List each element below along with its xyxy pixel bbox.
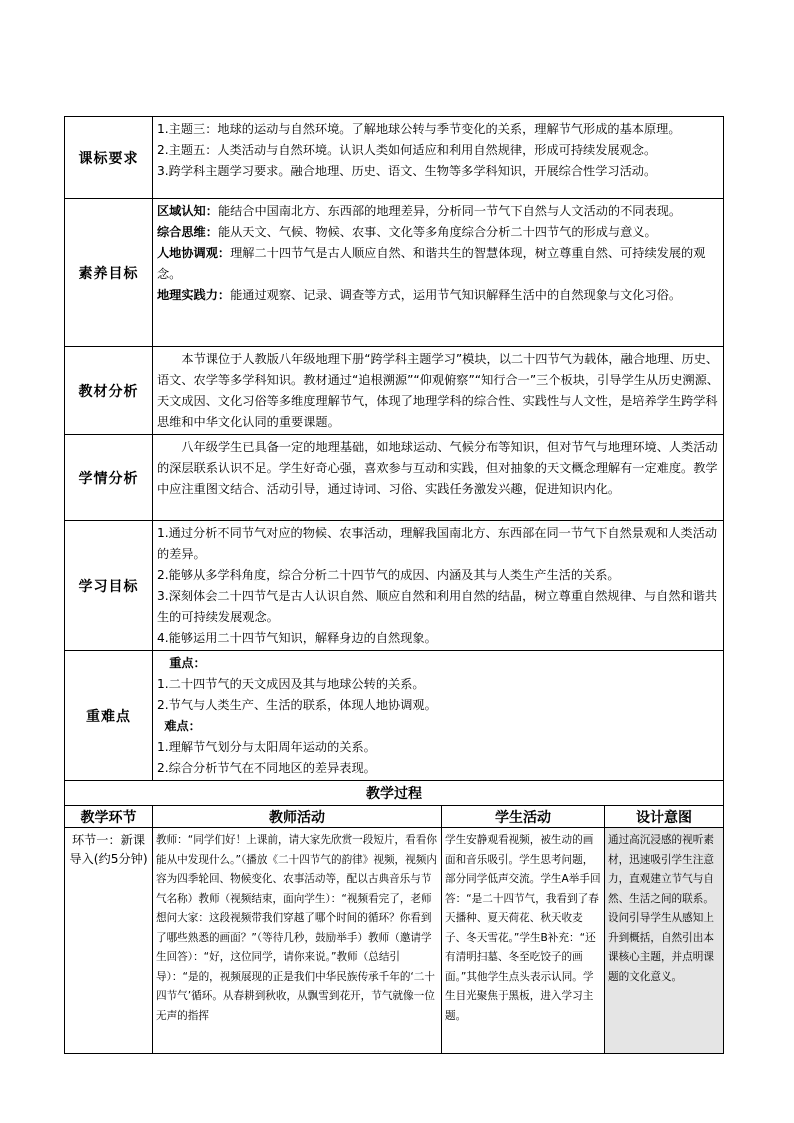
literacy-head: 综合思维： [157,225,218,239]
literacy-head: 地理实践力： [157,288,231,302]
content-literacy [153,199,724,347]
literacy-text: 理解二十四节气是古人顺应自然、和谐共生的智慧体现，树立尊重自然、可持续发展的观念。 [157,246,706,281]
objective-item: 2.能够从多学科角度，综合分析二十四节气的成因、内涵及其与人类生产生活的关系。 [157,568,620,582]
row-process-headers [65,806,724,828]
row-textbook [65,347,724,435]
content-keypoints [153,651,724,781]
row-objectives [65,521,724,651]
difficult-item: 2.综合分析节气在不同地区的差异表现。 [157,761,376,775]
label-keypoints: 重难点 [65,651,153,781]
key-item: 2.节气与人类生产、生活的联系，体现人地协调观。 [157,698,437,712]
content-textbook [153,347,724,435]
process-title: 教学过程 [65,781,724,806]
row-students [65,435,724,521]
row-curriculum [65,117,724,199]
literacy-text: 能从天文、气候、物候、农事、文化等多角度综合分析二十四节气的形成与意义。 [217,225,657,239]
students-text: 八年级学生已具备一定的地理基础，如地球运动、气候分布等知识，但对节气与地理环境、人类活动的深层联系认识不足。学生好奇心强，喜欢参与互动和实践，但对抽象的天文概念理解有一定难度。教学中应注重图文结合、活动引导，通过诗词、习俗、实践任务激发兴趣，促进知识内化。 [157,440,718,496]
label-literacy: 素养目标 [65,199,153,347]
literacy-item [157,222,719,243]
content-objectives [153,521,724,651]
label-textbook: 教材分析 [65,347,153,435]
header-intent: 设计意图 [605,806,724,828]
header-student: 学生活动 [442,806,605,828]
curriculum-item: 2.主题五：人类活动与自然环境。认识人类如何适应和利用自然规律，形成可持续发展观念。 [157,143,657,157]
key-title: 重点： [169,656,206,670]
difficult-item: 1.理解节气划分与太阳周年运动的关系。 [157,740,376,754]
literacy-text: 能通过观察、记录、调查等方式，运用节气知识解释生活中的自然现象与文化习俗。 [230,288,682,302]
header-teacher: 教师活动 [153,806,442,828]
label-students: 学情分析 [65,435,153,521]
literacy-text: 能结合中国南北方、东西部的地理差异，分析同一节气下自然与人文活动的不同表现。 [217,204,682,218]
content-curriculum [153,117,724,199]
literacy-item [157,243,719,285]
label-curriculum: 课标要求 [65,117,153,199]
curriculum-item: 1.主题三：地球的运动与自然环境。了解地球公转与季节变化的关系，理解节气形成的基本原理。 [157,122,681,136]
literacy-item [157,201,719,222]
row-keypoints [65,651,724,781]
stage-cell: 环节一：新课导入(约5分钟) [65,828,153,1054]
header-stage: 教学环节 [65,806,153,828]
textbook-text: 本节课位于人教版八年级地理下册“跨学科主题学习”模块，以二十四节气为载体，融合地理、历史、语文、农学等多学科知识。教材通过“追根溯源”“仰观俯察”“知行合一”三个板块，引导学生从历史溯源、天文成因、文化习俗等多维度理解节气，体现了地理学科的综合性、实践性与人文性，是培养学生跨学科思维和中华文化认同的重要课题。 [157,352,719,429]
lesson-plan-table [64,116,724,1054]
literacy-head: 人地协调观： [157,246,231,260]
row-process-title [65,781,724,806]
design-intent: 通过高沉浸感的视听素材，迅速吸引学生注意力，直观建立节气与自然、生活之间的联系。设问引导学生从感知上升到概括，自然引出本课核心主题，并点明课题的文化意义。 [605,828,724,1054]
objective-item: 4.能够运用二十四节气知识，解释身边的自然现象。 [157,631,437,645]
row-literacy [65,199,724,347]
difficult-title: 难点： [164,719,201,733]
objective-item: 3.深刻体会二十四节气是古人认识自然、顺应自然和利用自然的结晶，树立尊重自然规律、与自然和谐共生的可持续发展观念。 [157,589,718,624]
row-process-stage-1 [65,828,724,1054]
teacher-activity: 教师：“同学们好！上课前，请大家先欣赏一段短片，看看你能从中发现什么。”（播放《二十四节气的韵律》视频，视频内容为四季轮回、物候变化、农事活动等，配以古典音乐与节气名称）教师（视频结束，面向学生）：“视频看完了，老师想问大家：这段视频带我们穿越了哪个时间的循环？你看到了哪些熟悉的画面？”（等待几秒，鼓励举手）教师（邀请学生回答）：“好，这位同学，请你来说。”教师（总结引导）：“是的，视频展现的正是我们中华民族传承千年的‘二十四节气’循环。从春耕到秋收，从飘雪到花开，节气就像一位无声的指挥 [153,828,442,1054]
label-objectives: 学习目标 [65,521,153,651]
literacy-item [157,285,719,306]
student-activity: 学生安静观看视频，被生动的画面和音乐吸引。学生思考问题，部分同学低声交流。学生A举手回答：“是二十四节气，我看到了春天播种、夏天荷花、秋天收麦子、冬天雪花。”学生B补充：“还有清明扫墓、冬至吃饺子的画面。”其他学生点头表示认同。学生目光聚焦于黑板，进入学习主题。 [442,828,605,1054]
literacy-head: 区域认知： [157,204,218,218]
content-students [153,435,724,521]
curriculum-item: 3.跨学科主题学习要求。融合地理、历史、语文、生物等多学科知识，开展综合性学习活动。 [157,164,657,178]
key-item: 1.二十四节气的天文成因及其与地球公转的关系。 [157,677,425,691]
objective-item: 1.通过分析不同节气对应的物候、农事活动，理解我国南北方、东西部在同一节气下自然景观和人类活动的差异。 [157,526,718,561]
